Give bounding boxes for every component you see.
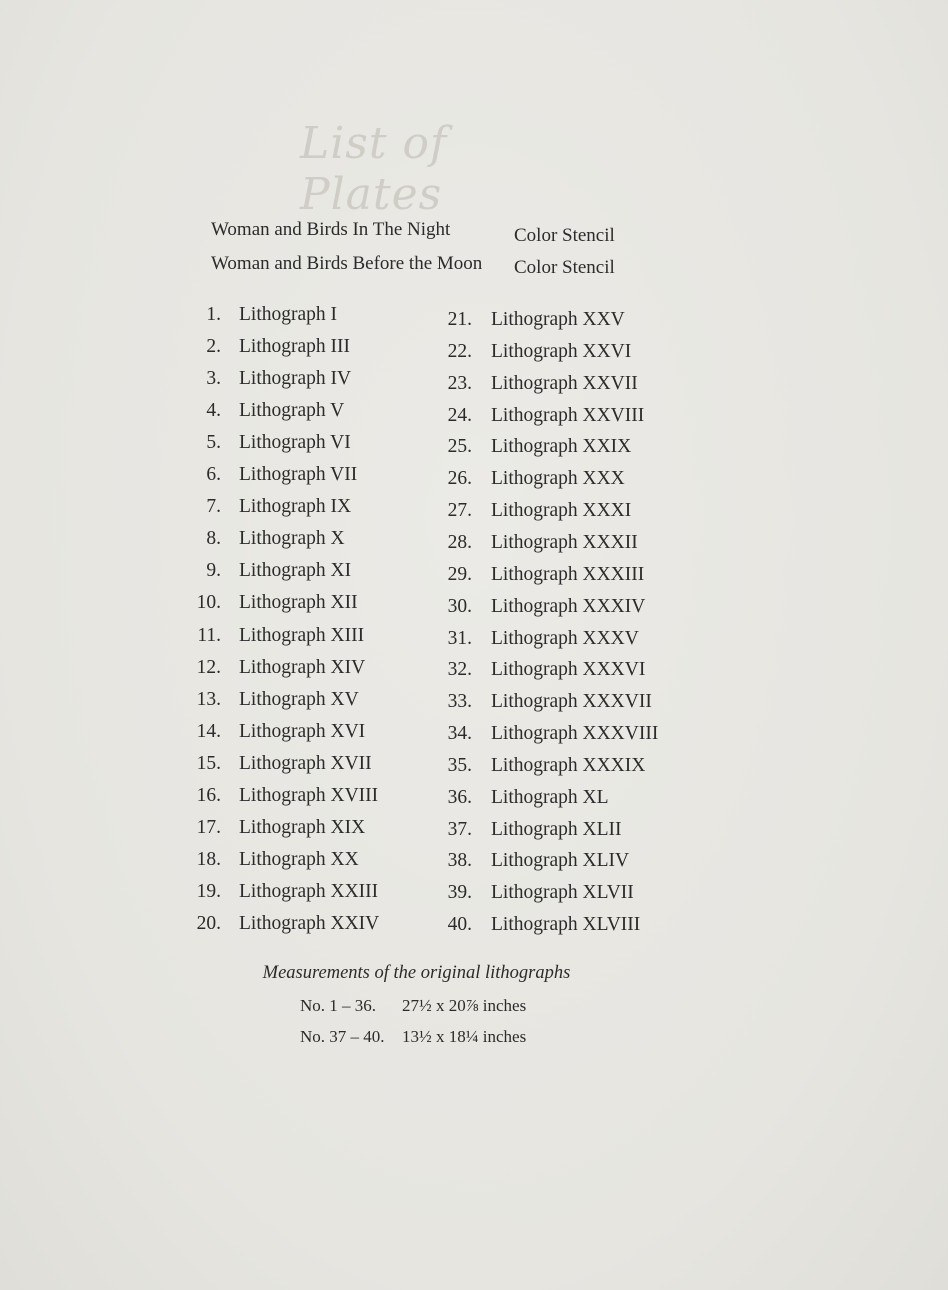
plate-label: Lithograph VI <box>239 432 351 454</box>
plate-number: 39. <box>447 882 472 904</box>
plate-label: Lithograph XLVIII <box>491 914 641 936</box>
plate-number: 37. <box>447 818 472 840</box>
plate-label: Lithograph IX <box>239 496 352 518</box>
plate-label: Lithograph XXIII <box>239 880 379 902</box>
plate-number: 24. <box>447 404 472 426</box>
plate-label: Lithograph XIX <box>239 816 366 838</box>
plate-label: Lithograph XIII <box>239 624 365 646</box>
plate-label: Lithograph V <box>239 400 345 422</box>
plate-number: 4. <box>206 400 221 422</box>
plate-number: 22. <box>447 340 472 362</box>
plate-label: Lithograph XXXII <box>491 531 638 553</box>
measurement-size: 13½ x 18¼ inches <box>402 1027 527 1046</box>
plate-number: 32. <box>447 659 472 681</box>
plate-label: Lithograph XXVI <box>491 340 632 362</box>
plate-number: 1. <box>206 304 221 325</box>
plate-number: 30. <box>447 595 472 617</box>
plate-label: Lithograph XLVII <box>491 882 634 904</box>
plate-label: Lithograph X <box>239 528 345 550</box>
measurements-heading: Measurements of the original lithographs <box>262 963 571 983</box>
plate-number: 18. <box>196 848 221 870</box>
plate-number: 12. <box>196 656 221 678</box>
plate-label: Lithograph XXXVI <box>491 659 646 681</box>
plate-number: 10. <box>196 592 221 614</box>
plate-label: Lithograph IV <box>239 368 352 390</box>
plate-number: 26. <box>447 468 472 490</box>
plate-label: Lithograph XXX <box>491 468 625 490</box>
plate-number: 13. <box>196 688 221 710</box>
plate-label: Lithograph XII <box>239 592 358 614</box>
stencil-title: Woman and Birds In The Night <box>211 219 451 240</box>
plate-label: Lithograph XXIX <box>491 436 632 458</box>
plate-label: Lithograph XVIII <box>239 784 379 806</box>
plate-number: 16. <box>196 784 221 806</box>
plate-number: 2. <box>206 336 221 358</box>
plate-label: Lithograph XXV <box>491 309 625 330</box>
plate-label: Lithograph XVII <box>239 752 372 774</box>
plate-number: 40. <box>447 914 472 936</box>
plate-label: Lithograph XXXVII <box>491 691 652 713</box>
plate-label: Lithograph XLIV <box>491 850 630 872</box>
plate-label: Lithograph XVI <box>239 720 366 742</box>
plate-label: Lithograph XXXI <box>491 500 632 522</box>
plate-number: 11. <box>197 624 221 646</box>
plate-label: Lithograph XXXVIII <box>491 723 659 745</box>
plate-number: 17. <box>196 816 221 838</box>
plate-label: Lithograph XXXIX <box>491 754 646 776</box>
measurement-row <box>300 1027 526 1047</box>
plate-number: 14. <box>196 720 221 742</box>
stencil-title: Woman and Birds Before the Moon <box>211 253 483 274</box>
measurement-range: No. 1 – 36. <box>300 996 377 1015</box>
plate-label: Lithograph XXVIII <box>491 404 645 426</box>
plate-number: 34. <box>447 723 472 745</box>
plate-number: 20. <box>196 912 221 934</box>
plate-number: 5. <box>206 432 221 454</box>
stencil-medium: Color Stencil <box>514 225 615 246</box>
plate-label: Lithograph XXXIII <box>491 563 645 585</box>
plate-number: 3. <box>206 368 221 390</box>
plate-number: 19. <box>196 880 221 902</box>
plate-label: Lithograph XV <box>239 688 359 710</box>
plate-label: Lithograph XL <box>491 786 609 808</box>
plate-number: 15. <box>196 752 221 774</box>
plate-number: 38. <box>447 850 472 872</box>
page-title: List of Plates <box>300 118 448 220</box>
plate-label: Lithograph XXXV <box>491 627 639 649</box>
plate-number: 27. <box>447 500 472 522</box>
plate-label: Lithograph I <box>239 304 338 325</box>
measurement-size: 27½ x 20⅞ inches <box>402 996 527 1015</box>
plate-number: 23. <box>447 372 472 394</box>
measurement-row <box>300 996 526 1016</box>
plate-number: 29. <box>447 563 472 585</box>
plate-number: 21. <box>447 309 472 330</box>
plate-number: 28. <box>447 531 472 553</box>
plate-number: 9. <box>206 560 221 582</box>
plate-number: 33. <box>447 691 472 713</box>
plate-number: 36. <box>447 786 472 808</box>
plate-number: 8. <box>206 528 221 550</box>
plate-label: Lithograph XXVII <box>491 372 638 394</box>
plate-label: Lithograph XLII <box>491 818 622 840</box>
measurement-range: No. 37 – 40. <box>300 1027 385 1046</box>
plate-label: Lithograph XI <box>239 560 352 582</box>
plate-label: Lithograph XIV <box>239 656 366 678</box>
plate-number: 31. <box>447 627 472 649</box>
plate-label: Lithograph XX <box>239 848 359 870</box>
plate-number: 35. <box>447 754 472 776</box>
plate-number: 6. <box>206 464 221 486</box>
plate-label: Lithograph III <box>239 336 351 358</box>
plate-label: Lithograph XXXIV <box>491 595 646 617</box>
stencil-medium: Color Stencil <box>514 257 615 278</box>
plate-number: 25. <box>447 436 472 458</box>
plate-number: 7. <box>206 496 221 518</box>
plate-label: Lithograph VII <box>239 464 358 486</box>
plate-label: Lithograph XXIV <box>239 912 380 934</box>
